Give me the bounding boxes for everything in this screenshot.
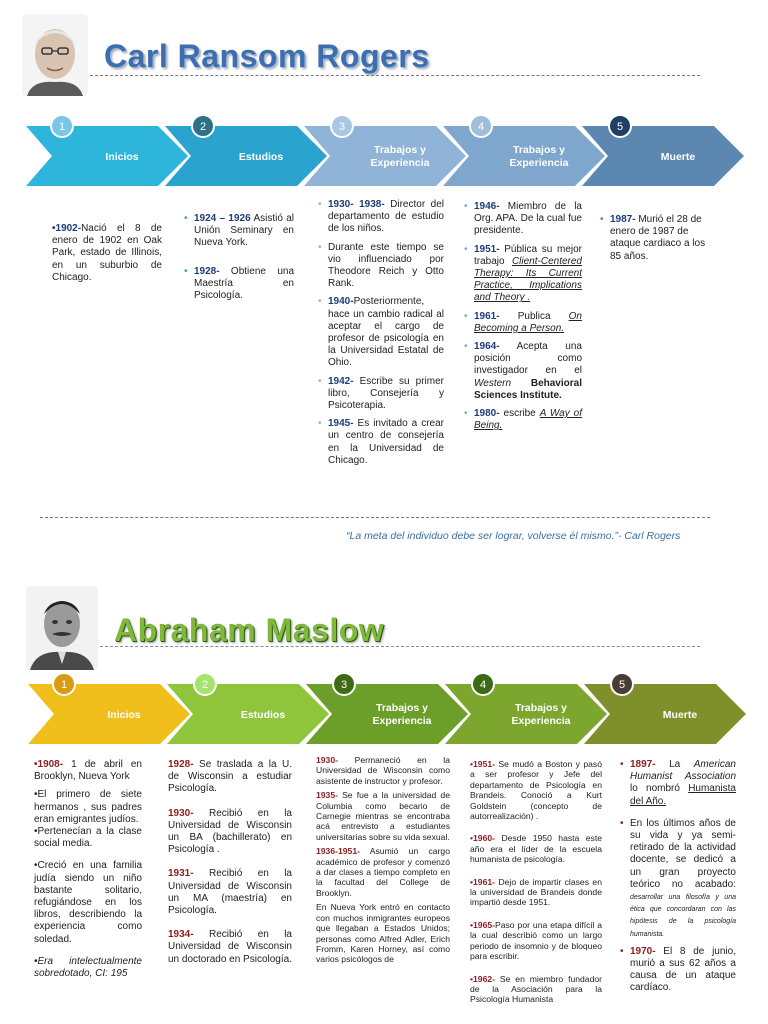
rogers-timeline	[26, 112, 750, 190]
maslow-estudios-item: 1934- Recibió en la Universidad de Wisconsin un doctorado en Psicología.	[168, 929, 292, 965]
rogers-trabajo-item: • 1945- Es invitado a crear un centro de consejería en la Universidad de Chicago.	[318, 418, 444, 466]
maslow-title-underline	[100, 646, 700, 647]
rogers-stage-label: Estudios	[238, 151, 284, 163]
maslow-muerte-item: • 1970- El 8 de junio, murió a sus 62 años a causa de un ataque cardíaco.	[620, 945, 736, 994]
rogers-col-muerte	[600, 214, 714, 263]
rogers-stage-arrow	[304, 126, 466, 186]
maslow-trabajo-item: 1935- Se fue a la universidad de Columbia como becario de Carnegie mientras se encontraba acá entrevisto a estudiantes universitarias sobre su vida sexual.	[316, 790, 450, 842]
maslow-stage-label: Trabajos y Experiencia	[511, 702, 571, 727]
maslow-estudios-item: 1928- Se traslada a la U. de Wisconsin a estudiar Psicología.	[168, 759, 292, 795]
rogers-1902-year: •1902-	[52, 223, 82, 234]
rogers-trabajo2-item: • 1961- Publica On Becoming a Person.	[464, 310, 582, 334]
maslow-trabajo2-item: •1951- Se mudó a Boston y pasó a ser profesor y Jefe del departamento de Psicología en Brandeis. Conoció a Kurt Goldstein (concepto de autorrealización) .	[470, 759, 602, 822]
maslow-stage-number: 4	[479, 679, 487, 691]
rogers-trabajo-item: • 1930- 1938- Director del departamento de estudio de los niños.	[318, 199, 444, 235]
rogers-stage-number: 5	[616, 121, 624, 133]
maslow-stage-label: Inicios	[107, 709, 141, 721]
maslow-muerte-item: • 1897- La American Humanist Association lo nombró Humanista del Año.	[620, 759, 736, 807]
maslow-trabajo-item: En Nueva York entró en contacto con muchos inmigrantes europeos que llegaban a Estados Unidos; personas como Alfred Adler, Erich Fromm, Karen Horney, así como varios psicólogos de	[316, 902, 450, 965]
maslow-trabajo2-item: •1965-Paso por una etapa difícil a la cual describió como un largo periodo de insomnio y de bloqueo para escribir.	[470, 919, 602, 962]
maslow-trabajo2-item: •1961- Dejo de impartir clases en la universidad de Brandeis donde impartió desde 1951.	[470, 876, 602, 908]
rogers-trabajo-item: • Durante este tiempo se vio influenciado por Theodore Reich y Otto Rank.	[318, 241, 444, 290]
rogers-trabajo-item: • 1942- Escribe su primer libro, Consejería y Psicoterapia.	[318, 375, 444, 412]
rogers-stage-label: Inicios	[105, 151, 139, 163]
rogers-stage-number: 2	[199, 121, 207, 133]
maslow-stage-number: 5	[618, 679, 626, 691]
maslow-col-estudios	[168, 759, 292, 966]
rogers-trabajo2-item: • 1980- escribe A Way of Being.	[464, 408, 583, 432]
rogers-1902-text: Nació el 8 de enero de 1902 en Oak Park, estado de Illinois, en un suburbio de Chicago.	[52, 223, 162, 283]
maslow-1908: •1908- 1 de abril en Brooklyn, Nueva York	[34, 759, 142, 783]
rogers-stage-arrow	[443, 126, 605, 186]
rogers-stage-number: 4	[477, 121, 485, 133]
maslow-stage-label: Muerte	[662, 709, 698, 721]
section-divider	[40, 517, 710, 518]
maslow-stage-number: 3	[340, 679, 348, 691]
rogers-stage-number: 1	[58, 121, 66, 133]
maslow-estudios-item: 1930- Recibió en la Universidad de Wisconsin un BA (bachillerato) en Psicología .	[168, 807, 292, 856]
rogers-stage-number: 3	[338, 121, 346, 133]
maslow-portrait	[26, 586, 98, 670]
maslow-inicios-item: •Creció en una familia judía siendo un niño bastante solitario, refugiándose en los libros, describiendo la experiencia como soledad.	[34, 860, 142, 945]
rogers-col-trabajos1	[318, 199, 444, 473]
maslow-muerte-item: • En los últimos años de su vida y ya semi-retirado de la actividad docente, se dedicó a un gran proyecto teórico no acabado: desarrollar una filosofía y una ética que concordaran con las hipótesis de la psicología humanista.	[620, 817, 736, 938]
maslow-inicios-item: •El primero de siete hermanos , sus padres eran emigrantes judíos.	[34, 789, 142, 825]
maslow-stage-label: Estudios	[240, 709, 286, 721]
rogers-stage-label: Muerte	[660, 151, 696, 163]
maslow-col-inicios	[34, 759, 142, 986]
maslow-col-trabajos1	[316, 755, 450, 965]
rogers-trabajo2-item: • 1964- Acepta una posición como investigador en el Western Behavioral Sciences Institute.	[464, 341, 582, 401]
rogers-quote: “La meta del individuo debe ser lograr, volverse él mismo.”- Carl Rogers	[346, 530, 681, 542]
rogers-estudios-item: • 1924 – 1926 Asistió al Unión Seminary en Nueva York.	[184, 213, 294, 249]
maslow-title: Abraham Maslow	[114, 612, 385, 648]
maslow-trabajo-item: 1930- Permaneció en la Universidad de Wisconsin como asistente de instructor y profesor.	[316, 755, 450, 786]
maslow-stage-arrow	[445, 684, 607, 744]
rogers-trabajo-item: • 1940-Posteriormente, hace un cambio radical al aceptar el cargo de profesor de psicología en la Universidad Estatal de Ohio.	[318, 296, 444, 369]
maslow-col-muerte	[620, 759, 736, 995]
maslow-trabajo2-item: •1960- Desde 1950 hasta este año era el líder de la escuela humanista de psicología.	[470, 833, 602, 865]
rogers-stage-label: Trabajos y Experiencia	[370, 144, 430, 169]
maslow-inicios-item: •Pertenecían a la clase social media.	[34, 826, 142, 850]
maslow-trabajo-item: 1936-1951- Asumió un cargo académico de profesor y comenzó a dar clases a tiempo completo en la facultad del College de Brooklyn.	[316, 846, 450, 898]
maslow-stage-number: 2	[201, 679, 209, 691]
rogers-muerte-item: • 1987- Murió el 28 de enero de 1987 de ataque cardiaco a los 85 años.	[600, 214, 706, 262]
rogers-col-trabajos2	[464, 201, 582, 438]
maslow-stage-label: Trabajos y Experiencia	[372, 702, 432, 727]
maslow-estudios-item: 1931- Recibió en la Universidad de Wisconsin un MA (maestría) en Psicología.	[168, 868, 292, 917]
maslow-col-trabajos2	[470, 759, 602, 1005]
maslow-stage-arrow	[306, 684, 468, 744]
rogers-col-inicios	[52, 223, 162, 290]
maslow-trabajo2-item: •1962- Se en miembro fundador de la Asociación para la Psicología Humanista	[470, 973, 602, 1005]
rogers-stage-label: Trabajos y Experiencia	[509, 144, 569, 169]
rogers-trabajo2-item: • 1946- Miembro de la Org. APA. De la cual fue presidente.	[464, 201, 582, 237]
maslow-timeline	[28, 670, 756, 746]
maslow-stage-number: 1	[60, 679, 68, 691]
rogers-title: Carl Ransom Rogers	[104, 38, 430, 74]
rogers-portrait	[22, 14, 88, 96]
rogers-trabajo2-item: • 1951- Pública su mejor trabajo Client-Centered Therapy: Its Current Practice, Implications and Theory .	[464, 243, 582, 304]
rogers-title-underline	[90, 75, 700, 76]
maslow-inicios-item: •Era intelectualmente sobredotado, CI: 195	[34, 955, 142, 980]
rogers-estudios-item: • 1928- Obtiene una Maestría en Psicología.	[184, 265, 294, 302]
rogers-col-estudios	[184, 213, 294, 302]
